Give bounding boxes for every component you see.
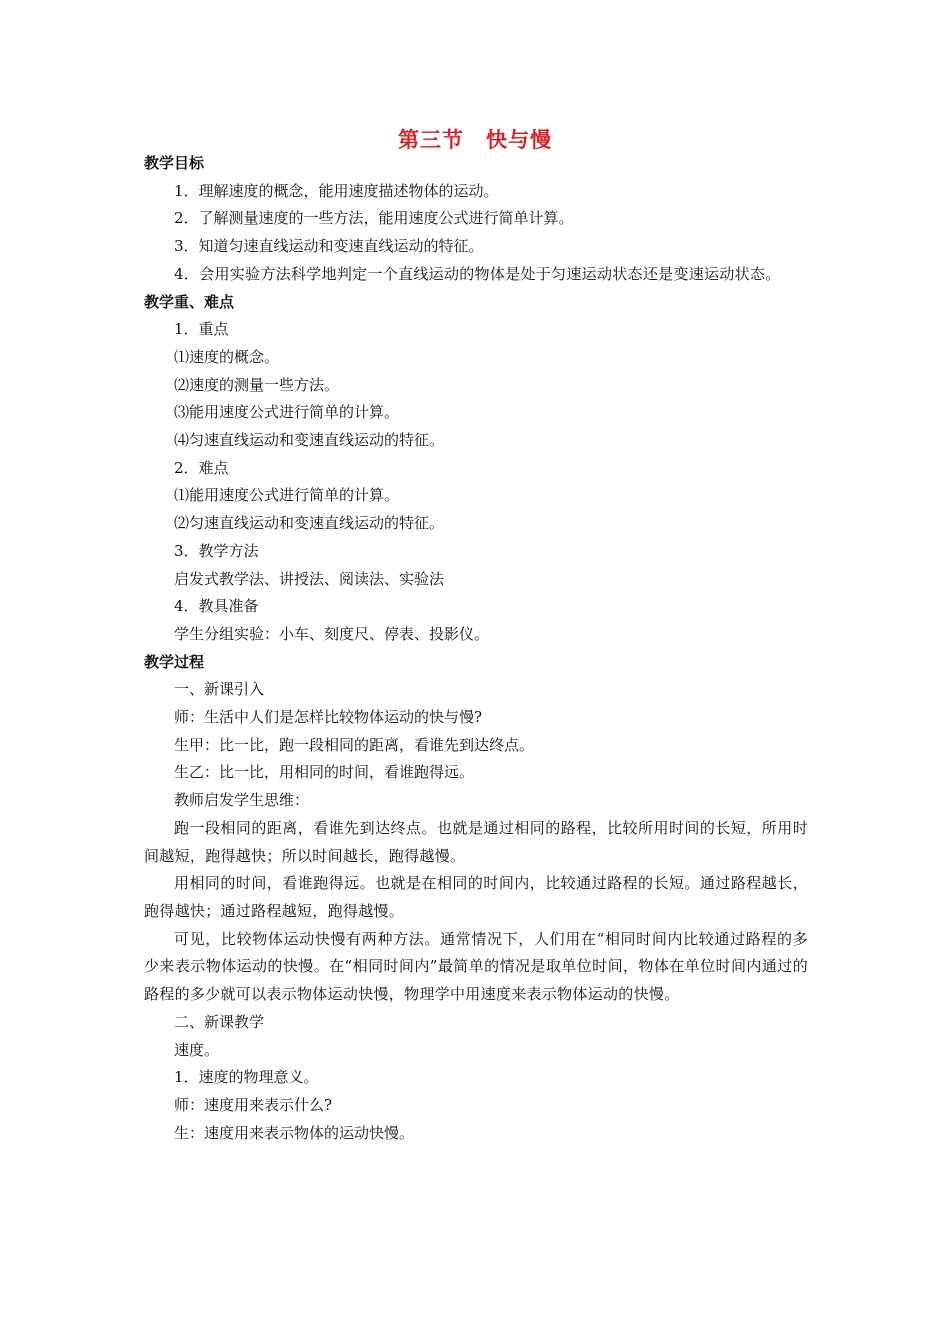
- process-line: 师：速度用来表示什么?: [174, 1095, 333, 1114]
- keypoint-line: 1．重点: [174, 320, 229, 339]
- process-line: 二、新课教学: [174, 1012, 265, 1031]
- section-heading-goals: 教学目标: [144, 154, 205, 172]
- process-line: 生：速度用来表示物体的运动快慢。: [174, 1123, 415, 1142]
- process-line: 生乙：比一比，用相同的时间，看谁跑得远。: [174, 763, 475, 782]
- goal-item: 3．知道匀速直线运动和变速直线运动的特征。: [174, 237, 484, 256]
- process-line: 生甲：比一比，跑一段相同的距离，看谁先到达终点。: [174, 735, 535, 754]
- process-paragraph: 可见，比较物体运动快慢有两种方法。通常情况下，人们用在“相同时间内比较通过路程的多少来表示物体运动的快慢。在“相同时间内”最简单的情况是取单位时间，物体在单位时间内通过的路程的多少就可以表示物体运动快慢，物理学中用速度来表示物体运动的快慢。: [144, 929, 808, 1004]
- process-paragraph: 用相同的时间，看谁跑得远。也就是在相同的时间内，比较通过路程的长短。通过路程越长，跑得越快；通过路程越短，跑得越慢。: [144, 874, 808, 920]
- process-line: 师：生活中人们是怎样比较物体运动的快与慢?: [174, 708, 483, 727]
- document-body: [144, 150, 808, 1147]
- process-line: 1．速度的物理意义。: [174, 1068, 319, 1087]
- keypoint-line: ⑵速度的测量一些方法。: [174, 375, 340, 394]
- keypoint-line: 4．教具准备: [174, 597, 259, 616]
- process-paragraph: 跑一段相同的距离，看谁先到达终点。也就是通过相同的路程，比较所用时间的长短，所用时间越短，跑得越快；所以时间越长，跑得越慢。: [144, 818, 808, 865]
- keypoint-line: 启发式教学法、讲授法、阅读法、实验法: [174, 569, 445, 588]
- document-title: 第三节 快与慢: [398, 127, 552, 152]
- keypoint-line: ⑵匀速直线运动和变速直线运动的特征。: [174, 514, 445, 533]
- goal-item: 4．会用实验方法科学地判定一个直线运动的物体是处于匀速运动状态还是变速运动状态。: [174, 264, 781, 283]
- process-line: 教师启发学生思维：: [174, 791, 310, 810]
- goal-item: 1．理解速度的概念，能用速度描述物体的运动。: [174, 181, 499, 200]
- keypoint-line: ⑴速度的概念。: [174, 347, 280, 366]
- goal-item: 2．了解测量速度的一些方法，能用速度公式进行简单计算。: [174, 209, 574, 228]
- keypoint-line: ⑷匀速直线运动和变速直线运动的特征。: [174, 431, 445, 450]
- section-heading-keypoints: 教学重、难点: [144, 292, 235, 311]
- keypoint-line: ⑴能用速度公式进行简单的计算。: [174, 486, 400, 505]
- keypoint-line: 学生分组实验：小车、刻度尺、停表、投影仪。: [174, 624, 490, 643]
- keypoint-line: ⑶能用速度公式进行简单的计算。: [174, 403, 400, 422]
- process-line: 一、新课引入: [174, 680, 265, 699]
- keypoint-line: 2．难点: [174, 458, 229, 477]
- section-heading-process: 教学过程: [144, 652, 205, 671]
- process-line: 速度。: [174, 1040, 220, 1059]
- keypoint-line: 3．教学方法: [174, 541, 259, 560]
